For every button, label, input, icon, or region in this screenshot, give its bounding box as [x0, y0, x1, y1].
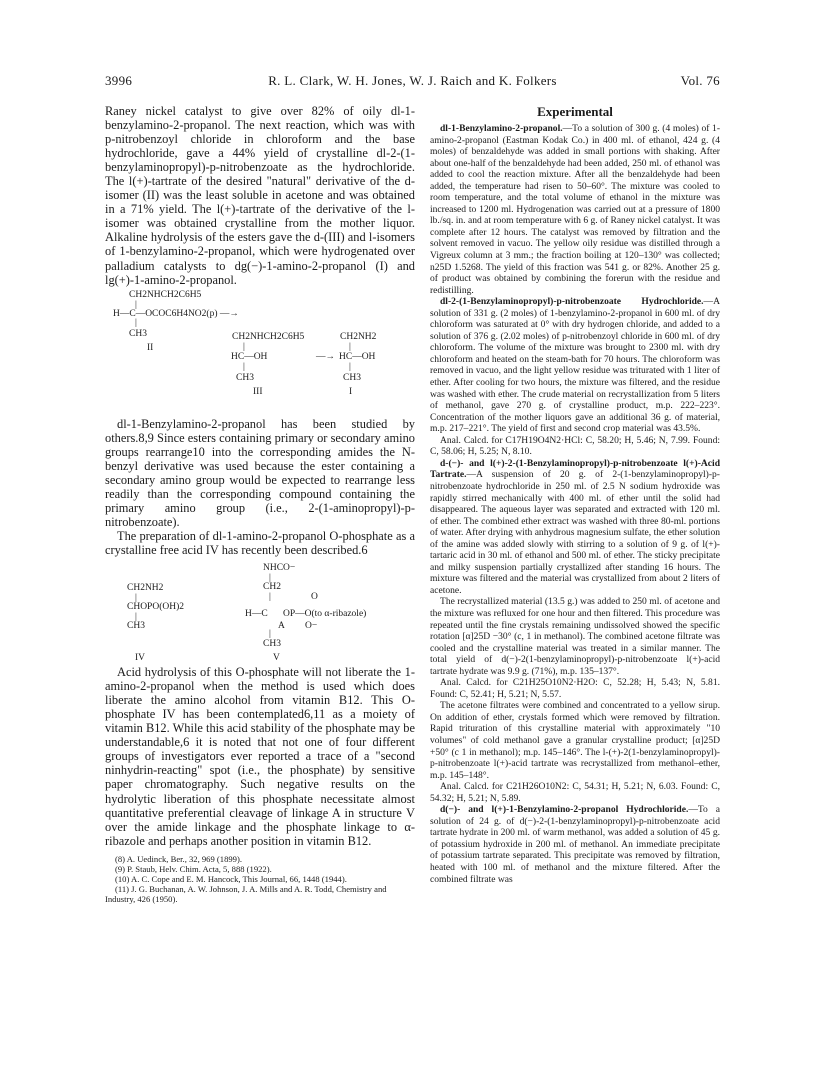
- formula-ch2nh2-i: CH2NH2: [340, 331, 377, 342]
- footnote-9: (9) P. Staub, Helv. Chim. Acta, 5, 888 (1922).: [115, 863, 272, 874]
- analysis-2: Anal. Calcd. for C17H19O4N2·HCl: C, 58.20; H, 5.46; N, 7.99. Found: C, 58.06; H, 5.25; N, 8.10.: [430, 434, 720, 458]
- procedure-heading-4: d(−)- and l(+)-1-Benzylamino-2-propanol Hydrochloride.: [440, 804, 689, 816]
- formula-op-ribazole: OP—O(to α-ribazole): [283, 609, 367, 620]
- footnote-10: (10) A. C. Cope and E. M. Hancock, This Journal, 66, 1448 (1944).: [115, 873, 347, 884]
- footnotes: [105, 854, 415, 904]
- formula-ch3-v: CH3: [263, 639, 281, 650]
- formula-ester-ii: H—C—OCOC6H4NO2(p) —→: [113, 308, 239, 319]
- reaction-scheme-1: CH2NHCH2C6H5 | H—C—OCOC6H4NO2(p) —→ | CH3 II CH2NHCH2C6H5 | HC—OH | CH3 III —→ CH2NH2 | HC—OH | CH3 I: [113, 289, 377, 397]
- formula-ch3-i: CH3: [343, 372, 361, 383]
- formula-o-double: O: [311, 592, 318, 603]
- linkage-a-label: A: [278, 621, 285, 632]
- procedure-nitrobenzoate-hcl: [430, 296, 720, 435]
- formula-chopo-iv: CHOPO(OH)2: [127, 602, 184, 613]
- reaction-arrow: —→: [316, 351, 335, 362]
- structure-scheme-2: NHCO− | CH2 CH2NH2 | CHOPO(OH)2 | CH3 | O H—C OP—O(to α-ribazole) A O− | CH3 IV V: [127, 563, 367, 664]
- page-header: [105, 73, 720, 93]
- right-column: [430, 104, 720, 885]
- procedure-acid-tartrate: [430, 458, 720, 597]
- paragraph-phosphate-prep: The preparation of dl-1-amino-2-propanol O-phosphate as a crystalline free acid IV has recently been described.6: [105, 528, 415, 558]
- procedure-heading-1: dl-1-Benzylamino-2-propanol.: [440, 123, 563, 134]
- footnote-8: (8) A. Uedinck, Ber., 32, 969 (1899).: [115, 853, 242, 864]
- paragraph-intro: Raney nickel catalyst to give over 82% of oily dl-1-benzylamino-2-propanol. The next reaction, which was with p-nitrobenzoyl chloride in chloroform and the base hydrochloride, gave a 44% yield of crystalline dl-2-(1-benzylaminopropyl)-p-nitrobenzoate as the hydrochloride. The l(+)-tartrate of the desired "natural" derivative of the d-isomer (II) was the least soluble in acetone and was obtained in a 71% yield. The l(+)-tartrate of the derivative of the l-isomer was obtained crystalline from the mother liquor. Alkaline hydrolysis of the esters gave the d-(III) and l-isomers of 1-benzylamino-2-propanol, which were hydrogenated over palladium catalysts to dg(−)-1-amino-2-propanol (I) and lg(+)-1-amino-2-propanol.: [105, 104, 415, 287]
- page-number: 3996: [105, 73, 133, 88]
- paragraph-acid-hydrolysis: Acid hydrolysis of this O-phosphate will not liberate the 1-amino-2-propanol when the method is used which does liberate the amino alcohol from vitamin B12. This O-phosphate IV has been contemplated6,11 as a moiety of vitamin B12. While this acid stability of the phosphate may be understandable,6 it is noted that not one of four different groups of investigators ever reported a trace of a "second ninhydrin-reacting" spot (i.e., the phosphate) by sensitive paper chromatography. Such negative results on the hydrolytic liberation of this phosphate necessitate almost quantitative preferential cleavage of linkage A in structure V over the amide linkage and the phosphate linkage to α-ribazole and perhaps another position in vitamin B12.: [105, 665, 415, 848]
- procedure-recrystallization: The recrystallized material (13.5 g.) was added to 250 ml. of acetone and the mixture was refluxed for one hour and then filtered. This procedure was repeated until the fine crystals remaining undissolved showed the specific rotation [α]25D −30° (c, 1 in methanol). The combined acetone filtrate was cooled and the crystalline material was treated in a similar manner. The total yield of d(−)-2(1-benzylaminopropyl)-p-nitrobenzoate l(+)-acid tartrate hydrate was 9.9 g. (71%), m.p. 135–137°.: [430, 596, 720, 677]
- analysis-3b: Anal. Calcd. for C21H26O10N2: C, 54.31; H, 5.21; N, 6.03. Found: C, 54.32; H, 5.21; N, 5.89.: [430, 781, 720, 804]
- compound-label-ii: II: [147, 342, 154, 353]
- formula-ch3-iv: CH3: [127, 621, 145, 632]
- formula-ch2nh2-iv: CH2NH2: [127, 583, 164, 594]
- formula-ch2-benzyl-ii: CH2NHCH2C6H5: [129, 289, 202, 300]
- formula-hc-v: H—C: [245, 609, 268, 620]
- procedure-body-1: —To a solution of 300 g. (4 moles) of 1-amino-2-propanol (Eastman Kodak Co.) in 400 ml. of ethanol, 424 g. (4 moles) of benzaldehyde was added in small portions with shaking. After about one-half of the benzaldehyde had been added, 250 ml. of ethanol was added to cool the reaction mixture. After all the benzaldehyde had been added, the temperature had risen to 50–60°. The mixture was cooled to room temperature, and the total volume of ethanol in the mixture was increased to 1200 ml. Hydrogenation was carried out at a pressure of 1800 lb./sq. in. and at room temperature with 6 g. of Raney nickel catalyst. It was complete after 12 hours. The catalyst was removed by filtration and the solvent removed in vacuo. The yellow oily residue was distilled through a Vigreux column at 3 mm.; the fraction boiling at 120–130° was collected; n25D 1.5268. The yield of this fraction was 541 g. or 82%. Another 25 g. of product was obtained by combining the forerun with the residue and redistilling.: [430, 123, 720, 296]
- procedure-body-3: —A suspension of 20 g. of 2-(1-benzylaminopropyl)-p-nitrobenzoate hydrochloride in 250 ml. of 2.5 N sodium hydroxide was rapidly stirred mechanically with 400 ml. of ether until the solid had disappeared. The aqueous layer was separated and extracted with 120 ml. of ether. The combined ether extract was washed with three 80-ml. portions of water. After drying with anhydrous magnesium sulfate, the ether solution of the amine was added slowly with stirring to a solution of 9 g. of l(+)-tartaric acid in 30 ml. of ethanol and 500 ml. of ether. The sticky precipitate and milky suspension partially crystallized after standing 16 hours. The mixture was filtered and the material was crystallized from about 2 liters of acetone.: [430, 469, 720, 596]
- compound-label-i: I: [349, 386, 353, 397]
- procedure-heading-2: dl-2-(1-Benzylaminopropyl)-p-nitrobenzoate Hydrochloride.: [440, 296, 704, 308]
- procedure-benzylamino-propanol: [430, 123, 720, 296]
- compound-label-v: V: [273, 653, 280, 664]
- formula-ch2-v: CH2: [263, 582, 281, 593]
- formula-nhco: NHCO−: [263, 563, 296, 574]
- footnote-11: (11) J. G. Buchanan, A. W. Johnson, J. A. Mills and A. R. Todd, Chemistry and Industry, 426 (1950).: [105, 883, 387, 905]
- procedure-body-4: —To a solution of 24 g. of d(−)-2-(1-benzylaminopropyl)-p-nitrobenzoate acid tartrate hydrate in 200 ml. of warm methanol, was added a solution of 45 g. of potassium hydroxide in 200 ml. of methanol. An immediate precipitate of potassium tartrate separated. This precipitate was removed by filtration, heated with 100 ml. of methanol and the mixture filtered. After the combined filtrate was: [430, 804, 720, 885]
- formula-ch2-benzyl-iii: CH2NHCH2C6H5: [232, 331, 305, 342]
- formula-ch3-ii: CH3: [129, 328, 147, 339]
- procedure-acetone-filtrates: The acetone filtrates were combined and concentrated to a yellow sirup. On addition of ether, crystals formed which were removed by filtration. Rapid trituration of this crystalline material with approximately "10 volumes" of cold methanol gave a granular crystalline product; [α]25D +50° (c 1 in methanol); m.p. 145–146°. The l-(+)-2(1-benzylaminopropyl)-p-nitrobenzoate l(+)-acid tartrate was recrystallized from methanol–ether, m.p. 145–148°.: [430, 700, 720, 781]
- formula-hcoh-i: HC—OH: [339, 351, 376, 362]
- formula-ch3-iii: CH3: [236, 372, 254, 383]
- analysis-3a: Anal. Calcd. for C21H25O10N2·H2O: C, 52.28; H, 5.43; N, 5.81. Found: C, 52.41; H, 5.21; N, 5.57.: [430, 677, 720, 700]
- formula-hcoh-iii: HC—OH: [231, 351, 268, 362]
- procedure-propanol-hcl: [430, 804, 720, 885]
- left-column: [105, 104, 415, 904]
- compound-label-iii: III: [253, 386, 263, 397]
- procedure-heading-3: d-(−)- and l(+)-2-(1-Benzylaminopropyl)-p-nitrobenzoate l(+)-Acid Tartrate.: [430, 457, 720, 481]
- compound-label-iv: IV: [135, 653, 146, 664]
- volume-label: Vol. 76: [680, 73, 720, 88]
- paragraph-prior-studies: dl-1-Benzylamino-2-propanol has been studied by others.8,9 Since esters containing primary or secondary amino groups rearrange10 into the corresponding amides the N-benzyl derivative was used because the ester containing a secondary amino group would be expected to rearrange less readily than the corresponding compound containing the primary amino group (i.e., 2-(1-aminopropyl)-p-nitrobenzoate).: [105, 416, 415, 529]
- running-authors: R. L. Clark, W. H. Jones, W. J. Raich and K. Folkers: [268, 73, 557, 88]
- section-title-experimental: Experimental: [537, 104, 613, 119]
- formula-o-minus: O−: [305, 621, 318, 632]
- procedure-body-2: —A solution of 331 g. (2 moles) of 1-benzylamino-2-propanol in 600 ml. of dry chloroform was saturated at 0° with dry hydrogen chloride, and added to a solution of 376 g. (2.02 moles) of p-nitrobenzoyl chloride in 600 ml. of dry chloroform. The volume of the mixture was brought to 2300 ml. with dry chloroform and heated on the steam-bath for 70 hours. The chloroform was removed in vacuo, and the light yellow residue was triturated with 1 liter of ether. After cooling for two hours, the mixture was filtered, and the residue was washed with ether. The crude material on recrystallization from 5 liters of methanol, gave 270 g. of crystalline product, m.p. 222–223°. Concentration of the mother liquors gave an additional 36 g. of material, m.p. 217–221°. The yield of first and second crop material was 43.5%.: [430, 296, 720, 435]
